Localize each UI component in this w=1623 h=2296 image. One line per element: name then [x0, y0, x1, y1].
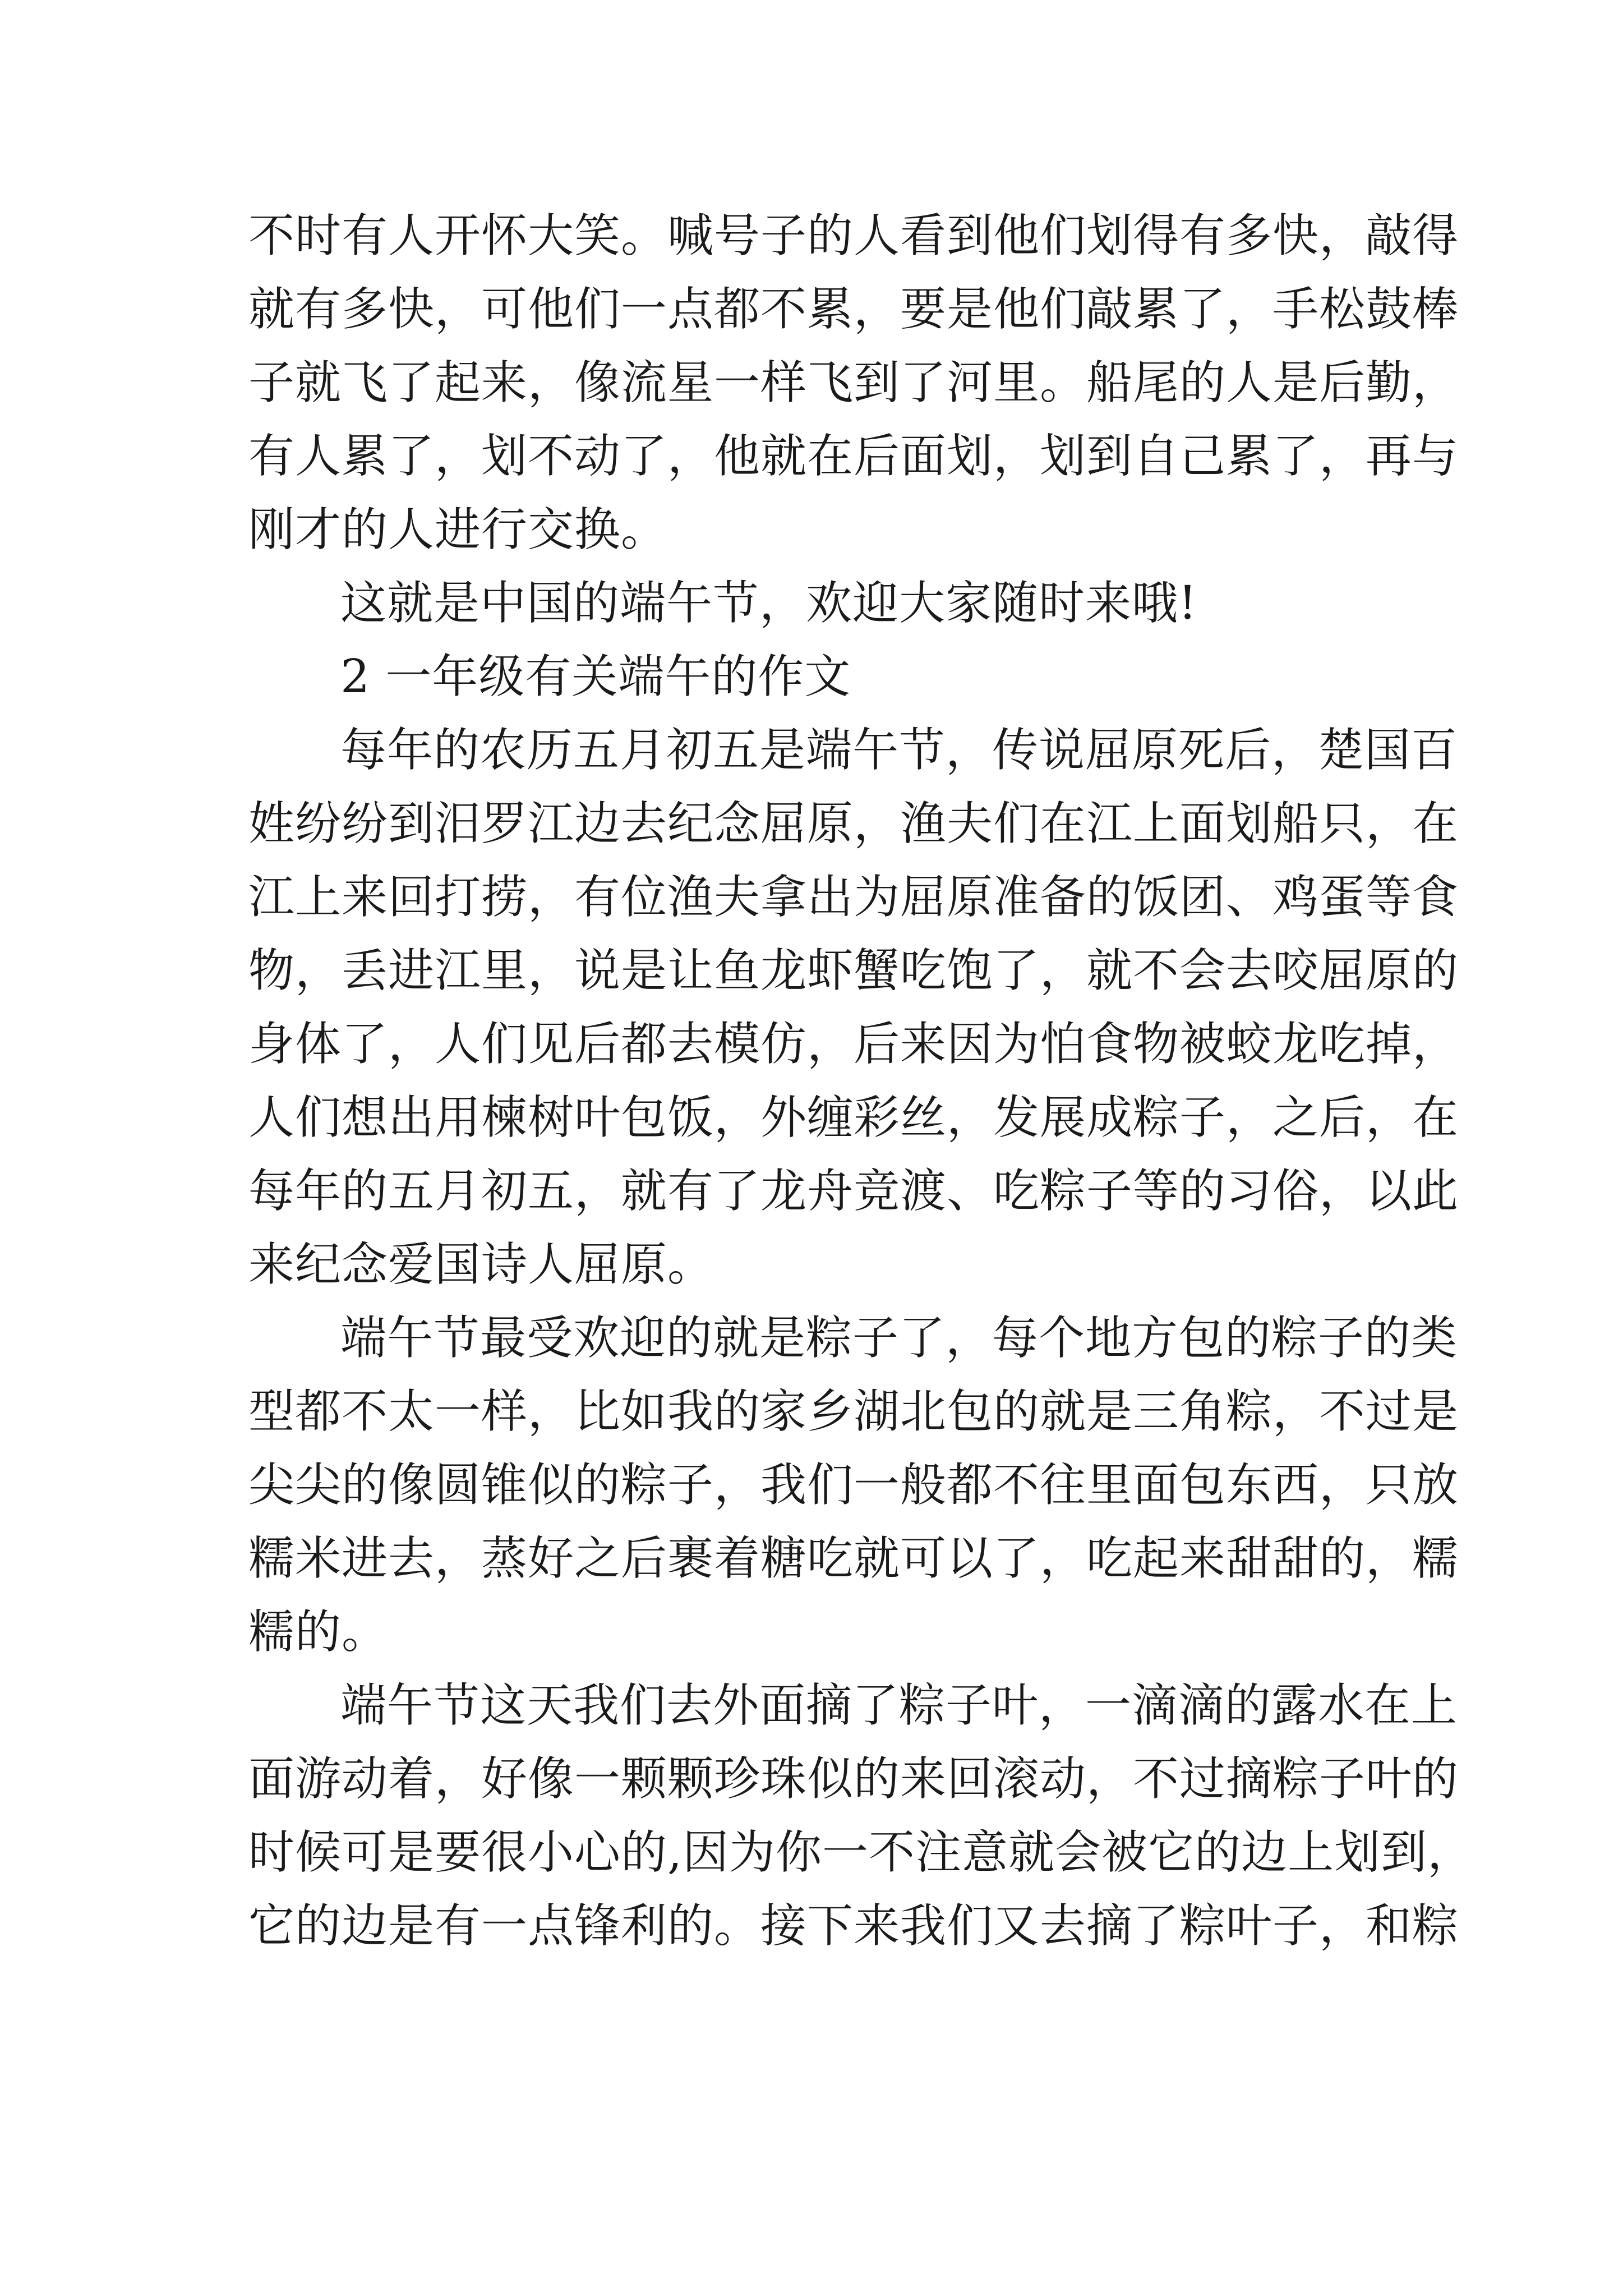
text-line: 不时有人开怀大笑。喊号子的人看到他们划得有多快，敲得	[248, 209, 1459, 263]
section-heading: 2 一年级有关端午的作文	[340, 650, 851, 703]
paragraph-first-line: 端午节最受欢迎的就是粽子了，每个地方包的粽子的类	[340, 1312, 1458, 1365]
text-line: 就有多快，可他们一点都不累，要是他们敲累了，手松鼓棒	[248, 283, 1459, 336]
paragraph-first-line: 端午节这天我们去外面摘了粽子叶，一滴滴的露水在上	[340, 1679, 1458, 1732]
text-line: 糯的。	[248, 1605, 389, 1659]
text-line: 面游动着，好像一颗颗珍珠似的来回滚动，不过摘粽子叶的	[248, 1752, 1459, 1806]
text-line: 有人累了，划不动了，他就在后面划，划到自己累了，再与	[248, 430, 1459, 483]
text-line: 尖尖的像圆锥似的粽子，我们一般都不往里面包东西，只放	[248, 1458, 1459, 1512]
text-line: 每年的五月初五，就有了龙舟竞渡、吃粽子等的习俗，以此	[248, 1165, 1459, 1218]
text-line: 物，丢进江里，说是让鱼龙虾蟹吃饱了，就不会去咬屈原的	[248, 944, 1459, 997]
text-line: 姓纷纷到汨罗江边去纪念屈原，渔夫们在江上面划船只，在	[248, 797, 1459, 850]
text-line: 时候可是要很小心的,因为你一不注意就会被它的边上划到，	[248, 1826, 1474, 1879]
text-line: 型都不太一样，比如我的家乡湖北包的就是三角粽，不过是	[248, 1385, 1459, 1438]
text-line: 江上来回打捞，有位渔夫拿出为屈原准备的饭团、鸡蛋等食	[248, 871, 1459, 924]
text-line: 身体了，人们见后都去模仿，后来因为怕食物被蛟龙吃掉，	[248, 1018, 1459, 1071]
closing-sentence: 这就是中国的端午节，欢迎大家随时来哦!	[340, 577, 1197, 630]
text-line: 人们想出用楝树叶包饭，外缠彩丝，发展成粽子，之后，在	[248, 1091, 1459, 1144]
text-line: 它的边是有一点锋利的。接下来我们又去摘了粽叶子，和粽	[248, 1899, 1459, 1953]
essay-text-block	[248, 199, 1474, 1963]
text-line: 刚才的人进行交换。	[248, 503, 668, 556]
text-line: 来纪念爱国诗人屈原。	[248, 1238, 714, 1291]
text-line: 糯米进去，蒸好之后裹着糖吃就可以了，吃起来甜甜的，糯	[248, 1532, 1459, 1585]
text-line: 子就飞了起来，像流星一样飞到了河里。船尾的人是后勤，	[248, 356, 1459, 409]
paragraph-first-line: 每年的农历五月初五是端午节，传说屈原死后，楚国百	[340, 724, 1458, 777]
